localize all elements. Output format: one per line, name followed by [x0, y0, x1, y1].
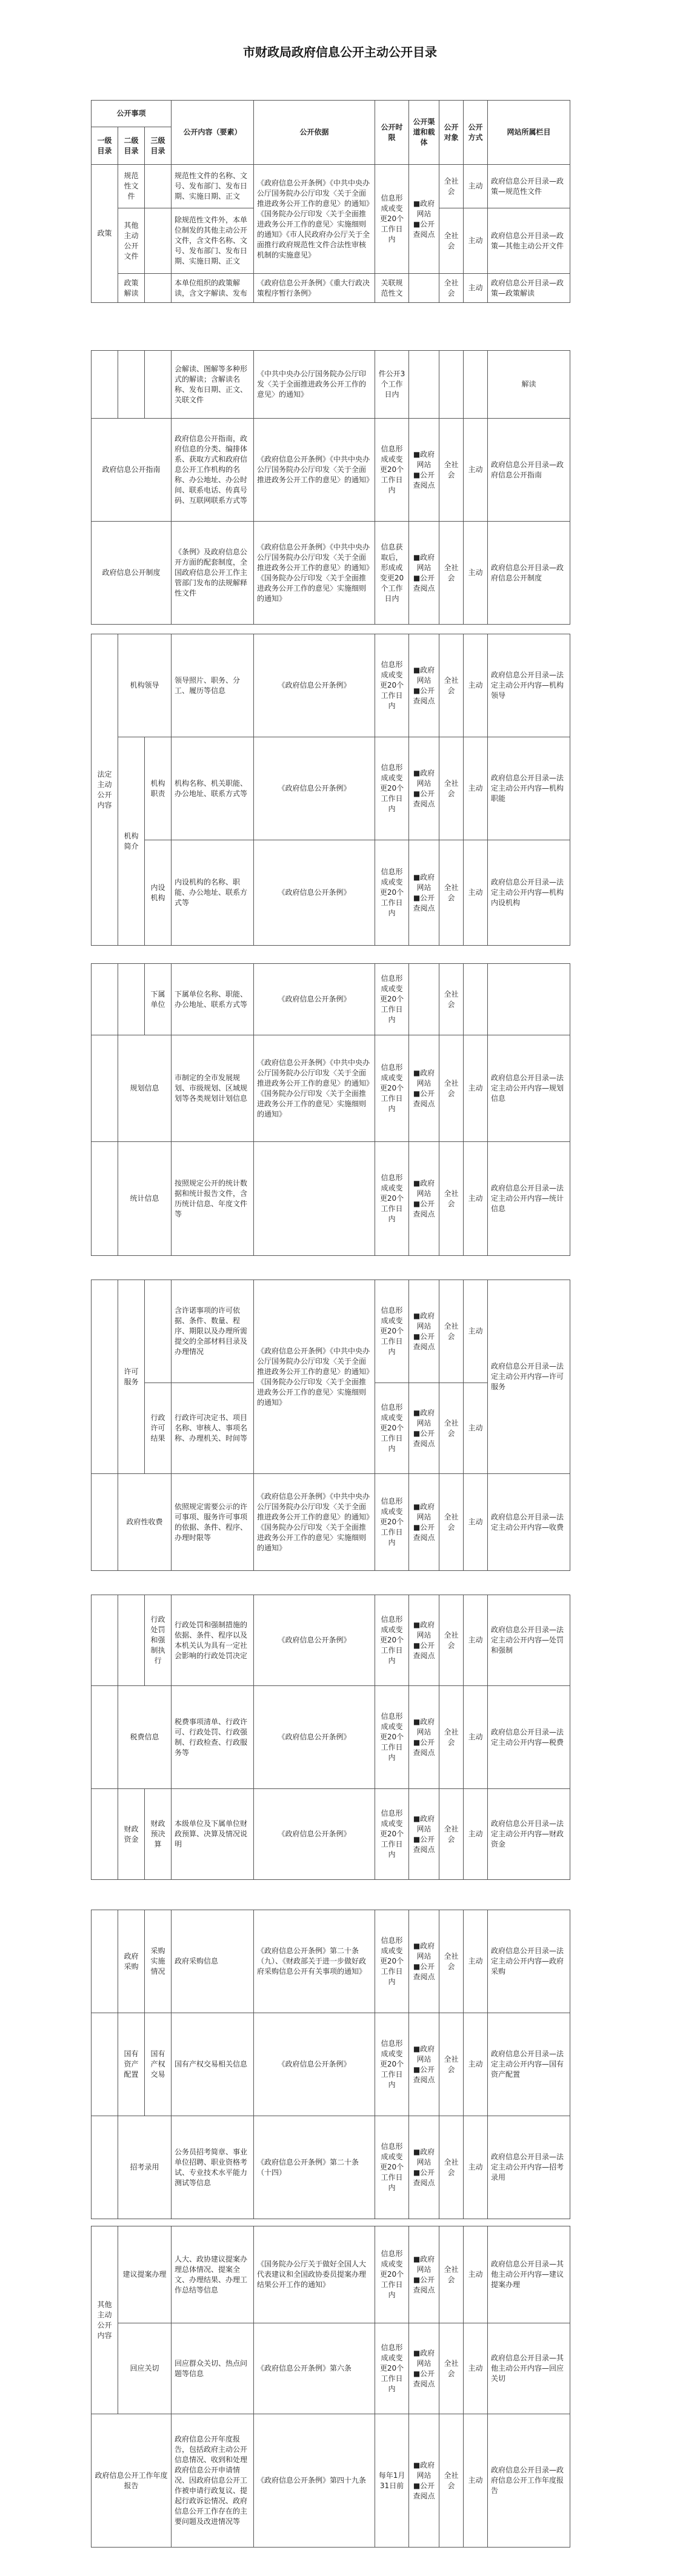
cell-content: 领导照片、职务、分工、履历等信息 — [172, 634, 254, 737]
cell-object: 全社会 — [439, 2116, 464, 2219]
cell-column: 政府信息公开目录—法定主动公开内容—税费 — [488, 1686, 570, 1789]
cell-mode: 主动 — [464, 1035, 488, 1142]
cell-object: 全社会 — [439, 1280, 464, 1383]
cell-column: 政府信息公开目录—政府信息公开指南 — [488, 419, 570, 522]
cell-limit: 信息形成或变更20个工作日内 — [375, 1474, 409, 1571]
cell-column: 政府信息公开目录—法定主动公开内容—处罚和强制 — [488, 1595, 570, 1686]
cell-column: 政府信息公开目录—政策—政策解读 — [488, 274, 570, 303]
cell-limit: 信息形成或变更20个工作日内 — [375, 1595, 409, 1686]
cell-object: 全社会 — [439, 737, 464, 840]
cell-limit: 信息形成或变更20个工作日内 — [375, 1280, 409, 1383]
cell-level-2: 许可服务 — [118, 1280, 145, 1474]
cell-channel: ■政府网站 ■公开查阅点 — [409, 2116, 439, 2219]
cell-column: 政府信息公开目录—法定主动公开内容—许可服务 — [488, 1280, 570, 1474]
catalog-table — [91, 1910, 570, 2219]
catalog-sheet-2 — [91, 350, 570, 625]
cell-basis: 《政府信息公开条例》 — [254, 1789, 375, 1880]
cell-level-2: 政府采购 — [118, 1910, 145, 2013]
cell-level-2: 税费信息 — [118, 1686, 172, 1789]
header-content: 公开内容（要素） — [172, 101, 254, 165]
cell-column: 政府信息公开目录—法定主动公开内容—政府采购 — [488, 1910, 570, 2013]
cell-object: 全社会 — [439, 1474, 464, 1571]
cell-object: 全社会 — [439, 274, 464, 303]
cell-limit: 信息形成或变更20个工作日内 — [375, 1383, 409, 1474]
cell-column: 政府信息公开目录—法定主动公开内容—机构领导 — [488, 634, 570, 737]
cell-mode: 主动 — [464, 1910, 488, 2013]
cell-channel: ■政府网站 ■公开查阅点 — [409, 1474, 439, 1571]
cell-column: 政府信息公开目录—政府信息公开制度 — [488, 522, 570, 625]
cell-mode: 主动 — [464, 522, 488, 625]
header-limit: 公开时限 — [375, 101, 409, 165]
catalog-table — [91, 963, 570, 1256]
cell-basis: 《政府信息公开条例》《中共中央办公厅国务院办公厅印发〈关于全面推进政务公开工作的意见〉的通知》《国务院办公厅印发〈关于全面推进政务公开工作的意见〉实施细则的通知》 — [254, 1280, 375, 1474]
cell-limit: 信息形成或变更20个工作日内 — [375, 840, 409, 946]
cell-content: 国有产权交易相关信息 — [172, 2013, 254, 2116]
cell-object: 全社会 — [439, 2414, 464, 2548]
header-mode: 公开方式 — [464, 101, 488, 165]
cell-mode: 主动 — [464, 1474, 488, 1571]
cell-basis: 《政府信息公开条例》《重大行政决策程序暂行条例》 — [254, 274, 375, 303]
cell-level-2: 规范性文件 — [118, 165, 145, 208]
cell-column: 政府信息公开目录—法定主动公开内容—财政资金 — [488, 1789, 570, 1880]
cell-channel: ■政府网站 ■公开查阅点 — [409, 165, 439, 274]
cell-basis: 《中共中央办公厅国务院办公厅印发〈关于全面推进政务公开工作的意见〉的通知》 — [254, 351, 375, 419]
cell-basis: 《政府信息公开条例》《中共中央办公厅国务院办公厅印发〈关于全面推进政务公开工作的意见〉的通知》 — [254, 419, 375, 522]
catalog-sheet-5 — [91, 1280, 570, 1571]
cell-content: 政府采购信息 — [172, 1910, 254, 2013]
cell-mode: 主动 — [464, 165, 488, 208]
catalog-table — [91, 1280, 570, 1571]
cell-object: 全社会 — [439, 1789, 464, 1880]
catalog-sheet-4 — [91, 963, 570, 1256]
cell-content: 《条例》及政府信息公开方面的配套制度，全国政府信息公开工作主管部门发布的法规解释性文件 — [172, 522, 254, 625]
cell-mode: 主动 — [464, 1595, 488, 1686]
cell-basis: 《政府信息公开条例》第四十九条 — [254, 2414, 375, 2548]
cell-content: 行政许可决定书、项目名称、审核人、事项名称、办理机关、时间等 — [172, 1383, 254, 1474]
cell-basis: 《政府信息公开条例》 — [254, 1595, 375, 1686]
cell-basis: 《政府信息公开条例》第二十条（九）、《财政部关于进一步做好政府采购信息公开有关事项的通知》 — [254, 1910, 375, 2013]
cell-mode: 主动 — [464, 1280, 488, 1383]
cell-content: 本级单位及下属单位财政预算、决算及情况说明 — [172, 1789, 254, 1880]
cell-object: 全社会 — [439, 1910, 464, 2013]
cell-limit: 信息形成或变更20个工作日内 — [375, 964, 409, 1035]
cell-mode: 主动 — [464, 2323, 488, 2414]
cell-content: 机构名称、机关职能、办公地址、联系方式等 — [172, 737, 254, 840]
cell-column: 政府信息公开目录—其他主动公开内容—建议提案办理 — [488, 2226, 570, 2323]
cell-mode: 主动 — [464, 634, 488, 737]
cell-level-3: 内设机构 — [145, 840, 172, 946]
catalog-sheet-7 — [91, 1910, 570, 2219]
cell-level-3: 采购实施情况 — [145, 1910, 172, 2013]
cell-level-1: 政府信息公开制度 — [92, 522, 172, 625]
cell-level-2: 机构简介 — [118, 737, 145, 946]
cell-content: 内设机构的名称、职能、办公地址、联系方式等 — [172, 840, 254, 946]
cell-mode: 主动 — [464, 840, 488, 946]
cell-content: 政府信息公开年度报告，包括政府主动公开信息情况、收到和处理政府信息公开申请情况、因政府信息公开工作被申请行政复议、提起行政诉讼情况、政府信息公开工作存在的主要问题及改进情况等 — [172, 2414, 254, 2548]
cell-basis: 《政府信息公开条例》 — [254, 634, 375, 737]
cell-content: 含许诺事项的许可依据、条件、数量、程序、期限以及办理所需提交的全部材料目录及办理情况 — [172, 1280, 254, 1383]
cell-limit: 信息形成或变更20个工作日内 — [375, 737, 409, 840]
cell-column: 政府信息公开目录—法定主动公开内容—规划信息 — [488, 1035, 570, 1142]
cell-level-3: 财政预决算 — [145, 1789, 172, 1880]
cell-content: 依照规定需要公示的许可事项、服务许可事项的依据、条件、程序、办理时限等 — [172, 1474, 254, 1571]
cell-limit: 每年1月31日前 — [375, 2414, 409, 2548]
cell-limit: 件公开3个工作日内 — [375, 351, 409, 419]
catalog-table — [91, 1595, 570, 1880]
cell-mode: 主动 — [464, 2414, 488, 2548]
cell-level-1: 法定主动公开内容 — [92, 634, 118, 946]
header-basis: 公开依据 — [254, 101, 375, 165]
cell-limit: 信息形成或变更20个工作日内 — [375, 1910, 409, 2013]
cell-level-3: 国有产权交易 — [145, 2013, 172, 2116]
cell-object: 全社会 — [439, 2013, 464, 2116]
cell-limit: 信息形成或变更20个工作日内 — [375, 2116, 409, 2219]
cell-level-3: 行政许可结果 — [145, 1383, 172, 1474]
cell-column: 政府信息公开目录—其他主动公开内容—回应关切 — [488, 2323, 570, 2414]
cell-limit: 信息形成或变更20个工作日内 — [375, 1789, 409, 1880]
cell-channel: ■政府网站 ■公开查阅点 — [409, 737, 439, 840]
cell-mode: 主动 — [464, 1383, 488, 1474]
cell-content: 除规范性文件外，本单位制发的其他主动公开文件，含文件名称、文号、发布部门、发布日期、实施日期、正文 — [172, 208, 254, 274]
cell-mode: 主动 — [464, 1686, 488, 1789]
cell-basis: 《政府信息公开条例》《中共中央办公厅国务院办公厅印发〈关于全面推进政务公开工作的意见〉的通知》《国务院办公厅印发〈关于全面推进政务公开工作的意见〉实施细则的通知》 — [254, 522, 375, 625]
cell-column: 政府信息公开目录—法定主动公开内容—机构职能 — [488, 737, 570, 840]
cell-level-1: 政府信息公开指南 — [92, 419, 172, 522]
cell-level-1: 政府信息公开工作年度报告 — [92, 2414, 172, 2548]
catalog-table — [91, 634, 570, 946]
cell-object: 全社会 — [439, 964, 464, 1035]
cell-mode: 主动 — [464, 2226, 488, 2323]
cell-limit: 信息获取后，形成或变更20个工作日内 — [375, 522, 409, 625]
cell-basis: 《政府信息公开条例》 — [254, 737, 375, 840]
cell-channel: ■政府网站 ■公开查阅点 — [409, 1686, 439, 1789]
cell-object: 全社会 — [439, 522, 464, 625]
cell-column: 政府信息公开目录—法定主动公开内容—国有资产配置 — [488, 2013, 570, 2116]
cell-level-2: 国有资产配置 — [118, 2013, 145, 2116]
cell-channel: ■政府网站 ■公开查阅点 — [409, 1035, 439, 1142]
header-object: 公开对象 — [439, 101, 464, 165]
cell-limit: 信息形成或变更20个工作日内 — [375, 165, 409, 274]
cell-content: 下属单位名称、职能、办公地址、联系方式等 — [172, 964, 254, 1035]
cell-channel: ■政府网站 ■公开查阅点 — [409, 1789, 439, 1880]
cell-level-1: 其他主动公开内容 — [92, 2226, 118, 2414]
cell-level-2: 政府性收费 — [118, 1474, 172, 1571]
cell-level-2: 招考录用 — [118, 2116, 172, 2219]
cell-mode: 主动 — [464, 208, 488, 274]
cell-column: 政府信息公开目录—政策—其他主动公开文件 — [488, 208, 570, 274]
cell-content: 回应群众关切、热点问题等信息 — [172, 2323, 254, 2414]
cell-mode: 主动 — [464, 2116, 488, 2219]
cell-channel: ■政府网站 ■公开查阅点 — [409, 634, 439, 737]
cell-mode: 主动 — [464, 1789, 488, 1880]
catalog-table — [91, 350, 570, 625]
cell-basis: 《政府信息公开条例》第六条 — [254, 2323, 375, 2414]
cell-limit: 信息形成或变更20个工作日内 — [375, 1686, 409, 1789]
cell-channel: ■政府网站 ■公开查阅点 — [409, 2013, 439, 2116]
cell-level-2: 财政资金 — [118, 1789, 145, 1880]
cell-content: 税费事项清单、行政许可、行政处罚、行政强制、行政检查、行政服务等 — [172, 1686, 254, 1789]
cell-limit: 信息形成或变更20个工作日内 — [375, 419, 409, 522]
cell-object: 全社会 — [439, 1686, 464, 1789]
cell-limit: 信息形成或变更20个工作日内 — [375, 1035, 409, 1142]
catalog-sheet-6 — [91, 1595, 570, 1880]
cell-object: 全社会 — [439, 840, 464, 946]
cell-object: 全社会 — [439, 2323, 464, 2414]
cell-channel: ■政府网站 ■公开查阅点 — [409, 2414, 439, 2548]
cell-object: 全社会 — [439, 634, 464, 737]
cell-object: 全社会 — [439, 165, 464, 208]
cell-column: 政府信息公开目录—法定主动公开内容—统计信息 — [488, 1142, 570, 1256]
cell-level-1: 政策 — [92, 165, 118, 303]
cell-basis: 《政府信息公开条例》 — [254, 840, 375, 946]
cell-object: 全社会 — [439, 1595, 464, 1686]
catalog-sheet-1 — [91, 100, 570, 303]
cell-content: 会解读、图解等多种形式的解读；含解读名称、发布日期、正文、关联文件 — [172, 351, 254, 419]
cell-channel: ■政府网站 ■公开查阅点 — [409, 1595, 439, 1686]
cell-column: 政府信息公开目录—法定主动公开内容—招考录用 — [488, 2116, 570, 2219]
cell-basis: 《政府信息公开条例》 — [254, 1686, 375, 1789]
cell-channel: ■政府网站 ■公开查阅点 — [409, 1142, 439, 1256]
cell-level-2: 政策解读 — [118, 274, 145, 303]
cell-basis: 《国务院办公厅关于做好全国人大代表建议和全国政协委员提案办理结果公开工作的通知》 — [254, 2226, 375, 2323]
header-column: 网站所属栏目 — [488, 101, 570, 165]
cell-level-2: 其他主动公开文件 — [118, 208, 145, 274]
cell-channel: ■政府网站 ■公开查阅点 — [409, 2323, 439, 2414]
cell-limit: 信息形成或变更20个工作日内 — [375, 2226, 409, 2323]
cell-limit: 信息形成或变更20个工作日内 — [375, 1142, 409, 1256]
cell-limit: 信息形成或变更20个工作日内 — [375, 2323, 409, 2414]
cell-content: 按照规定公开的统计数据和统计报告文件，含历统计信息、年度文件等 — [172, 1142, 254, 1256]
catalog-sheet-8 — [91, 2226, 570, 2548]
cell-basis: 《政府信息公开条例》《中共中央办公厅国务院办公厅印发〈关于全面推进政务公开工作的意见〉的通知》《国务院办公厅印发〈关于全面推进政务公开工作的意见〉实施细则的通知》 — [254, 1035, 375, 1142]
cell-object: 全社会 — [439, 208, 464, 274]
header-matters: 公开事项 — [92, 101, 172, 127]
cell-level-2: 建议提案办理 — [118, 2226, 172, 2323]
catalog-table — [91, 2226, 570, 2548]
cell-level-3: 行政处罚和强制执行 — [145, 1595, 172, 1686]
cell-channel: ■政府网站 ■公开查阅点 — [409, 1383, 439, 1474]
header-channel: 公开渠道和载体 — [409, 101, 439, 165]
cell-level-3: 下属单位 — [145, 964, 172, 1035]
cell-basis: 《政府信息公开条例》《中共中央办公厅国务院办公厅印发〈关于全面推进政务公开工作的意见〉的通知》《国务院办公厅印发〈关于全面推进政务公开工作的意见〉实施细则的通知》 — [254, 1474, 375, 1571]
catalog-sheet-3 — [91, 634, 570, 946]
header-level-1: 一级目录 — [92, 127, 118, 165]
cell-content: 行政处罚和强制措施的依据、条件、程序以及本机关认为具有一定社会影响的行政处罚决定 — [172, 1595, 254, 1686]
cell-mode: 主动 — [464, 737, 488, 840]
cell-column: 政府信息公开目录—政府信息公开工作年度报告 — [488, 2414, 570, 2548]
cell-level-2: 机构领导 — [118, 634, 172, 737]
cell-level-2: 回应关切 — [118, 2323, 172, 2414]
cell-content: 公务员招考简章、事业单位招聘、职业资格考试、专业技术水平能力测试等信息 — [172, 2116, 254, 2219]
cell-basis: 《政府信息公开条例》 — [254, 2013, 375, 2116]
header-level-3: 三级目录 — [145, 127, 172, 165]
cell-column: 政府信息公开目录—法定主动公开内容—机构内设机构 — [488, 840, 570, 946]
cell-channel: ■政府网站 ■公开查阅点 — [409, 1280, 439, 1383]
cell-mode: 主动 — [464, 1142, 488, 1256]
cell-mode: 主动 — [464, 419, 488, 522]
header-level-2: 二级目录 — [118, 127, 145, 165]
cell-object: 全社会 — [439, 1383, 464, 1474]
cell-column: 政府信息公开目录—政策—规范性文件 — [488, 165, 570, 208]
cell-content: 规范性文件的名称、文号、发布部门、发布日期、实施日期、正文 — [172, 165, 254, 208]
cell-column: 政府信息公开目录—法定主动公开内容—收费 — [488, 1474, 570, 1571]
cell-column: 解读 — [488, 351, 570, 419]
cell-mode: 主动 — [464, 2013, 488, 2116]
cell-level-3: 机构职责 — [145, 737, 172, 840]
cell-object: 全社会 — [439, 1035, 464, 1142]
cell-basis: 《政府信息公开条例》第二十条（十四） — [254, 2116, 375, 2219]
cell-basis: 《政府信息公开条例》 — [254, 964, 375, 1035]
cell-level-2: 规划信息 — [118, 1035, 172, 1142]
cell-limit: 关联规范性文 — [375, 274, 409, 303]
cell-object: 全社会 — [439, 419, 464, 522]
cell-content: 人大、政协建议提案办理总体情况、提案全文、办理结果、办理工作总结等信息 — [172, 2226, 254, 2323]
cell-content: 政府信息公开指南，政府信息的分类、编排体系、获取方式和政府信息公开工作机构的名称、办公地址、办公时间、联系电话、传真号码、互联网联系方式等 — [172, 419, 254, 522]
catalog-table — [91, 100, 570, 303]
cell-content: 市制定的全市发展规划、市级规划、区域规划等各类规划计划信息 — [172, 1035, 254, 1142]
cell-mode: 主动 — [464, 274, 488, 303]
cell-limit: 信息形成或变更20个工作日内 — [375, 634, 409, 737]
cell-channel: ■政府网站 ■公开查阅点 — [409, 1910, 439, 2013]
cell-channel: ■政府网站 ■公开查阅点 — [409, 2226, 439, 2323]
cell-content: 本单位组织的政策解读，含文字解读、发布 — [172, 274, 254, 303]
cell-level-2: 统计信息 — [118, 1142, 172, 1256]
cell-channel: ■政府网站 ■公开查阅点 — [409, 419, 439, 522]
page-title: 市财政局政府信息公开主动公开目录 — [243, 45, 437, 59]
cell-channel: ■政府网站 ■公开查阅点 — [409, 522, 439, 625]
cell-basis: 《政府信息公开条例》《中共中央办公厅国务院办公厅印发〈关于全面推进政务公开工作的意见〉的通知》《国务院办公厅印发〈关于全面推进政务公开工作的意见〉实施细则的通知》《市人民政府办公厅关于全面推行政府规范性文件合法性审核机制的实施意见》 — [254, 165, 375, 274]
cell-object: 全社会 — [439, 2226, 464, 2323]
cell-limit: 信息形成或变更20个工作日内 — [375, 2013, 409, 2116]
cell-channel: ■政府网站 ■公开查阅点 — [409, 840, 439, 946]
cell-object: 全社会 — [439, 1142, 464, 1256]
